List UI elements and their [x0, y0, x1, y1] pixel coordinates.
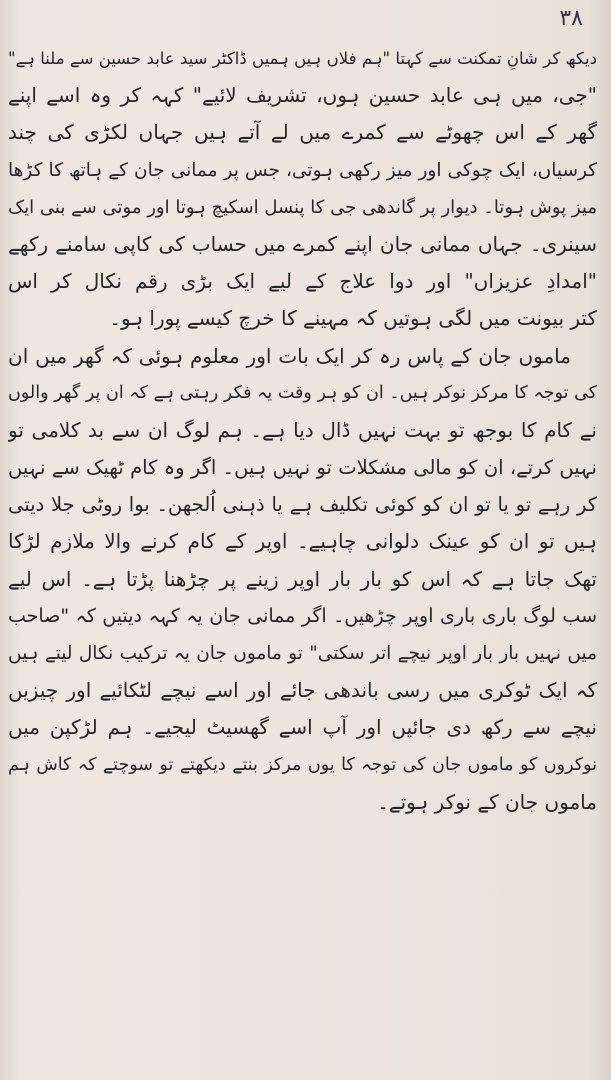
text-line: کرسیاں، ایک چوکی اور میز رکھی ہوتی، جس پر ممانی جان کے ہاتھ کا کڑھا [8, 159, 597, 181]
text-line: میں نہیں بار بار اوپر نیچے اتر سکتی" تو ماموں جان یہ ترکیب نکال لیتے ہیں [8, 643, 597, 664]
text-line: کر رہے تو یا تو ان کو کوئی تکلیف ہے یا ذہنی اُلجھن۔ بوا روٹی جلا دیتی [8, 493, 597, 517]
text-line: "جی، میں ہی عابد حسین ہوں، تشریف لائیے" کہہ کر وہ اسے اپنے [8, 83, 597, 108]
page-number: ۳۸ [559, 6, 583, 31]
text-line: ہیں تو ان کو عینک دلوانی چاہیے۔ اوپر کے کام کرنے والا ملازم لڑکا [8, 529, 597, 554]
text-line: ماموں جان کے پاس رہ کر ایک بات اور معلوم ہوئی کہ گھر میں ان [8, 343, 571, 368]
text-line: سب لوگ باری باری اوپر چڑھیں۔ اگر ممانی جان یہ کہہ دیتیں کہ "صاحب [8, 604, 597, 627]
text-line: گھر کے اس چھوٹے سے کمرے میں لے آتے ہیں جہاں لکڑی کی چند [8, 120, 597, 145]
text-line: "امدادِ عزیزاں" اور دوا علاج کے لیے ایک بڑی رقم نکال کر اس [8, 269, 597, 294]
text-line: نے کام کا بوجھ تو بہت نہیں ڈال دیا ہے۔ ہم لوگ ان سے بد کلامی تو [8, 417, 597, 442]
text-line: دیکھ کر شانِ تمکنت سے کہتا "ہم فلاں ہیں ہمیں ڈاکٹر سید عابد حسین سے ملنا ہے" [8, 49, 597, 68]
text-line: نوکروں کو ماموں جان کی توجہ کا یوں مرکز بنتے دیکھتے تو سوچتے کہ کاش ہم [8, 754, 597, 775]
text-line: کہ ایک ٹوکری میں رسی باندھی جائے اور اسے نیچے لٹکائیے اور چیزیں [8, 678, 597, 703]
text-line: کتر بیونت میں لگی ہوتیں کہ مہینے کا خرچ کیسے پورا ہو۔ [109, 306, 597, 331]
text-line: نیچے سے رکھ دی جائیں اور آپ اسے گھسیٹ لیجیے۔ ہم لڑکپن میں [8, 715, 597, 740]
text-line: نہیں کرتے، ان کو مالی مشکلات تو نہیں ہیں۔ اگر وہ کام ٹھیک سے نہیں [8, 456, 597, 480]
text-line: ماموں جان کے نوکر ہوتے۔ [377, 789, 597, 814]
text-line: کی توجہ کا مرکز نوکر ہیں۔ ان کو ہر وقت یہ فکر رہتی ہے کہ ان پر گھر والوں [8, 382, 597, 403]
text-line: تھک جاتا ہے کہ اس کو بار بار اوپر زینے پر چڑھنا پڑتا ہے۔ اس لیے [8, 566, 597, 591]
body-text [8, 40, 597, 821]
text-line: سینری۔ جہاں ممانی جان اپنے کمرے میں حساب کی کاپی سامنے رکھے [8, 231, 597, 256]
text-line: میز پوش ہوتا۔ دیوار پر گاندھی جی کا پنسل اسکیچ ہوتا اور موتی سے بنی ایک [8, 196, 597, 218]
